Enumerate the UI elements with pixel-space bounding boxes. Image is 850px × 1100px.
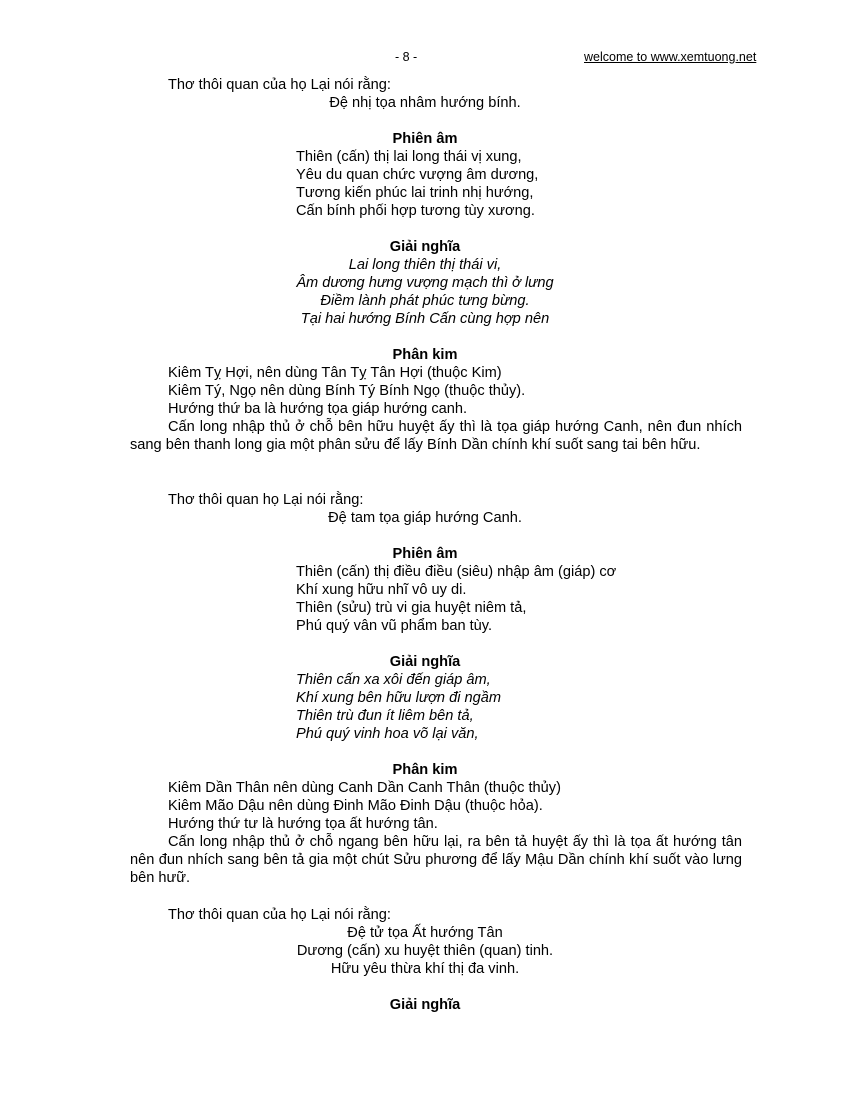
- section1-paragraph: Cấn long nhập thủ ở chỗ bên hữu huyệt ấy thì là tọa giáp hướng Canh, nên đun nhích sang bên thanh long gia một phân sửu để lấy Bính Dần chính khí suốt sang tai bên hữu.: [130, 419, 742, 453]
- section2-giai-nghia-line: Thiên cấn xa xôi đến giáp âm,: [296, 672, 491, 688]
- site-link[interactable]: welcome to www.xemtuong.net: [584, 50, 757, 64]
- section1-phien-am-line: Yêu du quan chức vượng âm dương,: [296, 167, 539, 183]
- section2-phan-kim-line: Kiêm Dần Thân nên dùng Canh Dần Canh Thân (thuộc thủy): [168, 780, 561, 796]
- section2-intro: Thơ thôi quan họ Lại nói rằng:: [168, 492, 364, 508]
- section3-line: Hữu yêu thừa khí thị đa vinh.: [330, 961, 520, 977]
- section1-giai-nghia-line: Điềm lành phát phúc tưng bừng.: [320, 293, 530, 309]
- section1-phan-kim-line: Kiêm Tỵ Hợi, nên dùng Tân Tỵ Tân Hợi (thuộc Kim): [168, 365, 502, 381]
- section2-giai-nghia-line: Khí xung bên hữu lượn đi ngầm: [296, 690, 502, 706]
- section2-phien-am-line: Thiên (sửu) trù vi gia huyệt niêm tả,: [296, 600, 527, 616]
- section3-line: Dương (cấn) xu huyệt thiên (quan) tinh.: [296, 943, 554, 959]
- section1-phien-am-line: Tương kiến phúc lai trinh nhị hướng,: [296, 185, 534, 201]
- section1-phan-kim-heading: Phân kim: [392, 347, 458, 363]
- section2-giai-nghia-heading: Giải nghĩa: [389, 654, 461, 670]
- section2-paragraph: Cấn long nhập thủ ở chỗ ngang bên hữu lại, ra bên tả huyệt ấy thì là tọa ất hướng tân nên đun nhích sang bên tả gia một chút Sửu phương để lấy Mậu Dần chính khí suốt vào lưng bên hưữ.: [130, 834, 742, 886]
- section1-giai-nghia-line: Âm dương hưng vượng mạch thì ở lưng: [296, 275, 554, 291]
- section1-phien-am-line: Cấn bính phối hợp tương tùy xương.: [296, 203, 535, 219]
- section1-phan-kim-line: Hướng thứ ba là hướng tọa giáp hướng canh.: [168, 401, 468, 417]
- page-number: - 8 -: [395, 50, 418, 64]
- section3-giai-nghia-heading: Giải nghĩa: [389, 997, 461, 1013]
- section2-phien-am-line: Phú quý vân vũ phẩm ban tùy.: [296, 618, 493, 634]
- section3-intro: Thơ thôi quan của họ Lại nói rằng:: [168, 907, 391, 923]
- section3-line: Đệ tử tọa Ất hướng Tân: [347, 925, 503, 941]
- section1-phien-am-line: Thiên (cấn) thị lai long thái vị xung,: [296, 149, 522, 165]
- section1-phan-kim-line: Kiêm Tý, Ngọ nên dùng Bính Tý Bính Ngọ (thuộc thủy).: [168, 383, 526, 399]
- section2-phan-kim-heading: Phân kim: [392, 762, 458, 778]
- section2-giai-nghia-line: Thiên trù đun ít liêm bên tả,: [296, 708, 474, 724]
- section1-subtitle: Đệ nhị tọa nhâm hướng bính.: [329, 95, 521, 111]
- section2-phan-kim-line: Kiêm Mão Dậu nên dùng Đinh Mão Đinh Dậu (thuộc hỏa).: [168, 798, 543, 814]
- section1-giai-nghia-line: Tại hai hướng Bính Cấn cùng hợp nên: [300, 311, 550, 327]
- section2-phien-am-line: Khí xung hữu nhĩ vô uy di.: [296, 582, 467, 598]
- section1-giai-nghia-line: Lai long thiên thị thái vi,: [348, 257, 502, 273]
- section2-phan-kim-line: Hướng thứ tư là hướng tọa ất hướng tân.: [168, 816, 438, 832]
- section1-giai-nghia-heading: Giải nghĩa: [389, 239, 461, 255]
- section2-phien-am-heading: Phiên âm: [392, 546, 458, 562]
- section2-phien-am-line: Thiên (cấn) thị điều điều (siêu) nhập âm (giáp) cơ: [296, 564, 617, 580]
- section2-subtitle: Đệ tam tọa giáp hướng Canh.: [328, 510, 522, 526]
- section1-intro: Thơ thôi quan của họ Lại nói rằng:: [168, 77, 391, 93]
- section2-giai-nghia-line: Phú quý vinh hoa võ lại văn,: [296, 726, 479, 742]
- section1-phien-am-heading: Phiên âm: [392, 131, 458, 147]
